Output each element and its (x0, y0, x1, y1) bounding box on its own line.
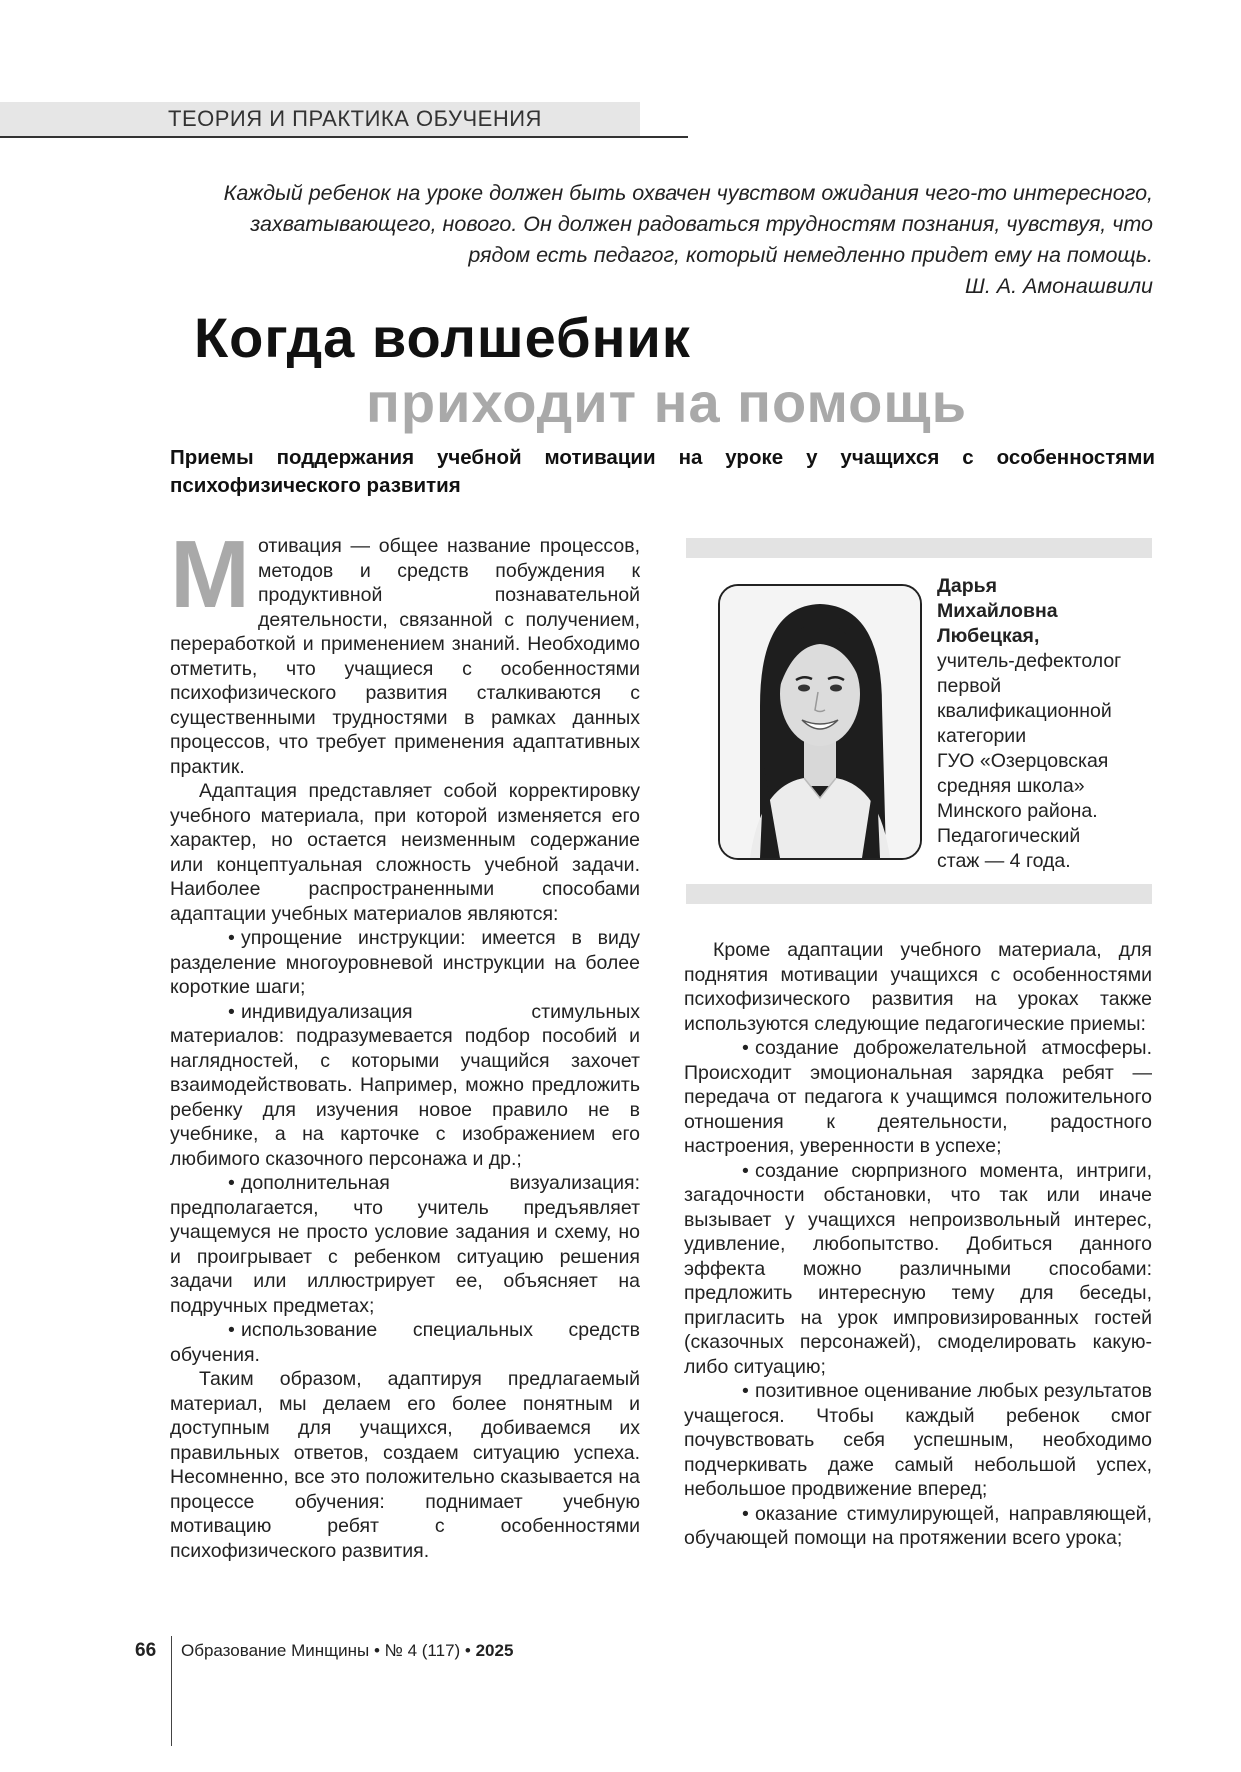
right-column (684, 938, 1152, 1551)
bullet-item (170, 1000, 640, 1172)
author-box-top-bar (686, 538, 1152, 558)
bullet-icon: • (228, 1319, 235, 1341)
section-header-rule (0, 136, 688, 138)
paragraph: Кроме адаптации учебного материала, для поднятия мотивации учащихся с особенностями психофизического развития на уроках также используются следующие педагогические приемы: (684, 939, 1152, 1035)
author-info-line: квалификационной (937, 700, 1112, 722)
author-info-line: Минского района. (937, 800, 1098, 822)
epigraph-line: захватывающего, нового. Он должен радоваться трудностям познания, чувствуя, что (250, 212, 1153, 236)
author-name-line: Михайловна (937, 600, 1058, 622)
bullet-icon: • (228, 1000, 235, 1023)
author-name-line: Дарья (937, 575, 998, 597)
author-info (937, 574, 1152, 874)
bullet-item (684, 1379, 1152, 1502)
bullet-item (170, 1171, 640, 1318)
author-info-line: учитель-дефектолог (937, 650, 1122, 672)
author-info-line: стаж — 4 года. (937, 850, 1071, 872)
author-box-bottom-bar (686, 884, 1152, 904)
paragraph: Адаптация представляет собой корректировку учебного материала, при которой изменяется его характер, но остается неизменным содержание или концептуальная сложность учебной задачи. Наиболее распространенными способами адаптации учебных материалов являются: (170, 780, 640, 925)
left-column (170, 521, 640, 1563)
journal-name: Образование Минщины • № 4 (117) • (181, 1641, 476, 1660)
author-info-line: средняя школа» (937, 775, 1085, 797)
bullet-item (170, 926, 640, 1000)
author-name-line: Любецкая, (937, 625, 1040, 647)
bullet-icon: • (228, 1172, 235, 1194)
bullet-text: создание доброжелательной атмосферы. Происходит эмоциональная зарядка ребят — передача от педагога к учащимся положительного отношения к деятельности, радостного настроения, уверенности в успехе; (684, 1037, 1152, 1157)
intro-paragraph: отивация — общее название процессов, методов и средств побуждения к продуктивной познавательной деятельности, связанной с получением, переработкой и применением знаний. Необходимо отметить, что учащиеся с особенностями психофизического развития сталкиваются с существенными трудностями в рамках данных процессов, что требует применения адаптативных практик. (170, 535, 640, 778)
bullet-item (170, 1318, 640, 1367)
author-info-line: ГУО «Озерцовская (937, 750, 1109, 772)
bullet-icon: • (742, 1502, 749, 1525)
bullet-item (684, 1036, 1152, 1159)
bullet-text: оказание стимулирующей, направляющей, обучающей помощи на протяжении всего урока; (684, 1502, 1152, 1549)
journal-year: 2025 (475, 1641, 514, 1660)
bullet-text: создание сюрпризного момента, интриги, загадочности обстановки, что так или иначе вызывает у учащихся непроизвольный интерес, удивление, любопытство. Добиться данного эффекта можно различными способами: предложить интересную тему для беседы, пригласить на урок импровизированных гостей (сказочных персонажей), смоделировать какую-либо ситуацию; (684, 1159, 1152, 1378)
bullet-icon: • (742, 1037, 749, 1059)
epigraph-line: рядом есть педагог, который немедленно придет ему на помощь. (468, 243, 1153, 267)
bullet-text: упрощение инструкции: имеется в виду разделение многоуровневой инструкции на более короткие шаги; (170, 927, 640, 998)
footer-divider (171, 1636, 172, 1746)
bullet-item (684, 1502, 1152, 1551)
author-photo (718, 584, 922, 860)
drop-cap: М (170, 521, 250, 628)
article-subtitle: Приемы поддержания учебной мотивации на уроке у учащихся с особенностями психофизического развития (170, 446, 1155, 497)
section-label: ТЕОРИЯ И ПРАКТИКА ОБУЧЕНИЯ (168, 106, 542, 131)
epigraph-line: Каждый ребенок на уроке должен быть охвачен чувством ожидания чего-то интересного, (223, 181, 1153, 205)
portrait-image (720, 586, 920, 858)
bullet-icon: • (742, 1380, 749, 1402)
page-number: 66 (135, 1640, 157, 1661)
bullet-icon: • (742, 1159, 749, 1182)
epigraph-author: Ш. А. Амонашвили (965, 274, 1153, 298)
paragraph: Таким образом, адаптируя предлагаемый материал, мы делаем его более понятным и доступным для учащихся, добиваемся их правильных ответов, создаем ситуацию успеха. Несомненно, все это положительно сказывается на процессе обучения: поднимает учебную мотивацию ребят с особенностями психофизического развития. (170, 1368, 640, 1562)
article-title-line1: Когда волшебник (194, 306, 691, 369)
author-info-line: первой (937, 675, 1002, 697)
journal-info (181, 1641, 513, 1661)
author-info-line: категории (937, 725, 1027, 747)
bullet-text: индивидуализация стимульных материалов: подразумевается подбор пособий и наглядностей, с которыми учащийся захочет взаимодействовать. Например, можно предложить ребенку для изучения новое правило не в учебнике, а на карточке с изображением его любимого сказочного персонажа и др.; (170, 1000, 640, 1170)
author-info-line: Педагогический (937, 825, 1081, 847)
bullet-text: дополнительная визуализация: предполагается, что учитель предъявляет учащемуся не просто условие задания и схему, но и проигрывает с ребенком ситуацию решения задачи или иллюстрирует ее, объясняет на подручных предметах; (170, 1172, 640, 1317)
bullet-icon: • (228, 927, 235, 949)
bullet-text: использование специальных средств обучения. (170, 1319, 640, 1366)
bullet-item (684, 1159, 1152, 1380)
bullet-text: позитивное оценивание любых результатов учащегося. Чтобы каждый ребенок смог почувствовать себя успешным, необходимо подчеркивать даже самый небольшой успех, небольшое продвижение вперед; (684, 1380, 1153, 1500)
article-title-line2: приходит на помощь (366, 371, 968, 434)
epigraph (150, 178, 1153, 302)
